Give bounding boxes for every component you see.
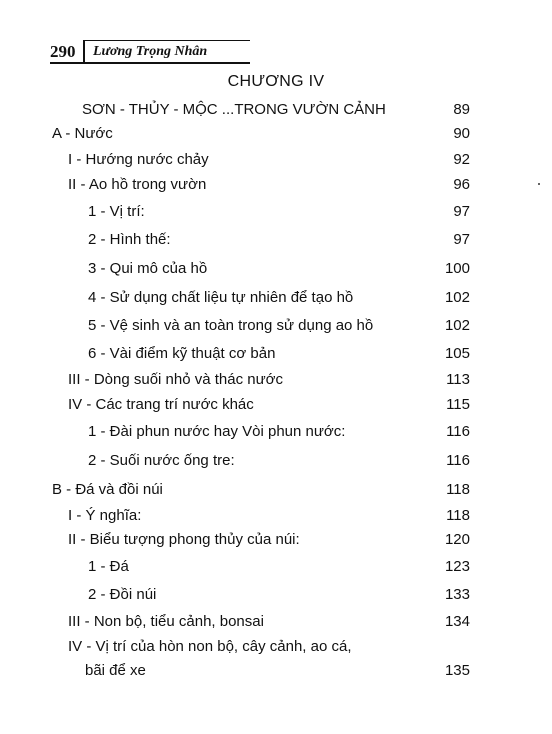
running-head: Lương Trọng Nhân: [93, 44, 208, 59]
toc-entry: [88, 257, 470, 281]
page-header: [50, 40, 250, 68]
toc-label: 2 - Đồi núi: [88, 586, 157, 603]
toc-entry: [68, 528, 470, 552]
toc-label: 4 - Sử dụng chất liệu tự nhiên để tạo hồ: [88, 289, 354, 306]
toc-label: II - Biểu tượng phong thủy của núi:: [68, 531, 300, 548]
toc-label: 5 - Vệ sinh và an toàn trong sử dụng ao hồ: [88, 317, 374, 334]
toc-entry: [88, 555, 470, 579]
page-number: 290: [50, 42, 76, 61]
toc-label: bãi để xe: [85, 662, 146, 679]
toc-label: 2 - Suối nước ống tre:: [88, 452, 235, 469]
toc-label: IV - Các trang trí nước khác: [68, 396, 254, 413]
toc-page: 97: [453, 203, 470, 220]
toc-entry: [88, 342, 470, 366]
toc-label: III - Non bộ, tiểu cảnh, bonsai: [68, 613, 264, 630]
toc-page: 89: [453, 101, 470, 118]
toc-page: 97: [453, 231, 470, 248]
toc-page: 120: [444, 531, 470, 548]
toc-page: 90: [453, 125, 470, 142]
toc-label: III - Dòng suối nhỏ và thác nước: [68, 371, 283, 388]
toc-label: 2 - Hình thế:: [88, 231, 171, 248]
toc-label: A - Nước: [52, 125, 113, 142]
toc-label: 3 - Qui mô của hồ: [88, 260, 208, 277]
toc-page: 105: [444, 345, 470, 362]
toc-page: 102: [444, 317, 470, 334]
toc-entry: [52, 478, 470, 502]
toc-label: B - Đá và đồi núi: [52, 481, 163, 498]
toc-page: 100: [444, 260, 470, 277]
toc-label: SƠN - THỦY - MỘC ...TRONG VƯỜN CẢNH: [82, 101, 386, 118]
toc-entry: [88, 449, 470, 473]
toc-entry: [88, 314, 470, 338]
chapter-title: CHƯƠNG IV: [227, 73, 325, 90]
toc-label: 6 - Vài điểm kỹ thuật cơ bản: [88, 345, 276, 362]
toc-entry: [52, 122, 470, 146]
toc-entry: [68, 610, 470, 634]
toc-page: 116: [446, 423, 470, 440]
toc-label: 1 - Đá: [88, 558, 129, 575]
toc-page: 92: [453, 151, 470, 168]
toc-page: 118: [446, 481, 470, 498]
toc-page: 118: [446, 507, 470, 524]
toc-entry: [85, 659, 470, 683]
toc-page: 134: [444, 613, 470, 630]
header-divider: [83, 40, 85, 62]
toc-entry: [68, 393, 470, 417]
toc-entry: [68, 173, 470, 197]
toc-entry: [68, 148, 470, 172]
toc-label: II - Ao hồ trong vườn: [68, 176, 207, 193]
toc-entry: [88, 420, 470, 444]
toc-label: 1 - Vị trí:: [88, 203, 145, 220]
toc-entry: [68, 504, 470, 528]
toc-entry: [68, 635, 470, 659]
toc-page: 102: [444, 289, 470, 306]
toc-page: 133: [444, 586, 470, 603]
toc-entry: [68, 368, 470, 392]
toc-page: 113: [446, 371, 470, 388]
toc-page: 115: [446, 396, 470, 413]
header-rule: [50, 62, 250, 64]
toc-page: 135: [444, 662, 470, 679]
stray-dot: [538, 183, 540, 185]
toc-page: 116: [446, 452, 470, 469]
header-top-rule: [85, 40, 250, 41]
toc-entry: [88, 583, 470, 607]
toc-entry: [88, 200, 470, 224]
toc-page: 123: [444, 558, 470, 575]
toc-entry: [82, 98, 470, 122]
toc-label: I - Ý nghĩa:: [68, 507, 142, 524]
toc-page: 96: [453, 176, 470, 193]
toc-entry: [88, 228, 470, 252]
toc-label: 1 - Đài phun nước hay Vòi phun nước:: [88, 423, 346, 440]
toc-entry: [88, 286, 470, 310]
toc-label: I - Hướng nước chảy: [68, 151, 209, 168]
toc-label: IV - Vị trí của hòn non bộ, cây cảnh, ao cá,: [68, 638, 352, 655]
